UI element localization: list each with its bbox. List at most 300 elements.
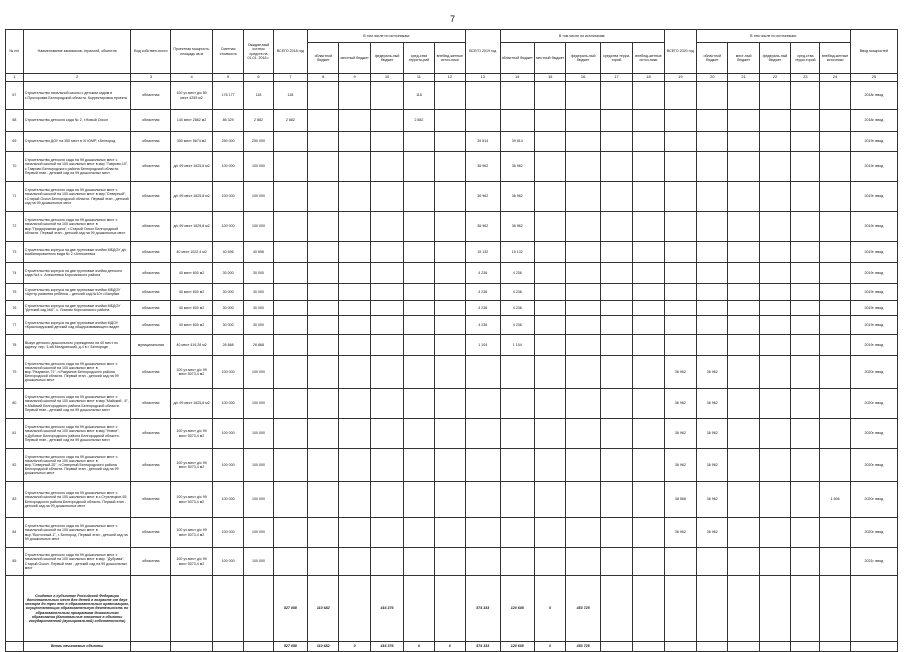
amount-cell xyxy=(434,482,465,518)
commission-year: 2018г. ввод xyxy=(850,110,897,132)
table-row xyxy=(6,284,898,301)
ownership: областная xyxy=(131,301,171,316)
amount-cell: 39 814 xyxy=(500,132,535,152)
estimated-cost: 100 000 xyxy=(212,152,243,182)
estimated-cost: 100 000 xyxy=(212,182,243,212)
amount-cell xyxy=(791,82,820,110)
amount-cell xyxy=(791,389,820,419)
remaining-funds: 100 000 xyxy=(244,182,273,212)
amount-cell xyxy=(633,356,664,389)
amount-cell xyxy=(308,242,339,263)
amount-cell xyxy=(728,263,759,284)
amount-cell xyxy=(728,576,759,642)
table-row xyxy=(6,518,898,548)
amount-cell xyxy=(820,518,850,548)
commission-year: 2019г. ввод xyxy=(850,132,897,152)
row-number: 79 xyxy=(6,356,24,389)
table-row xyxy=(6,389,898,419)
remaining-funds: 100 000 xyxy=(244,518,273,548)
row-number: 75 xyxy=(6,284,24,301)
amount-cell xyxy=(759,356,790,389)
amount-cell xyxy=(728,389,759,419)
amount-cell xyxy=(273,316,308,335)
ownership: областная xyxy=(131,419,171,449)
object-name: Строительство детского сада на 99 дошкольных мест с начальной школой на 100 школьных мест в мкр."Новое", п.Дубовое Белгородского района Белгородской области. Первый этап - детский сад на 99 дошкольных мест xyxy=(23,419,131,449)
amount-cell xyxy=(273,389,308,419)
amount-cell xyxy=(600,212,632,242)
amount-cell xyxy=(370,182,403,212)
estimated-cost: 100 000 xyxy=(212,419,243,449)
capacity: 350 мест 5674 м2 xyxy=(171,132,213,152)
ownership: областная xyxy=(131,356,171,389)
amount-cell xyxy=(791,301,820,316)
amount-cell xyxy=(466,82,501,110)
amount-cell xyxy=(600,316,632,335)
column-number: 20 xyxy=(697,74,728,82)
table-row xyxy=(6,132,898,152)
table-row xyxy=(6,301,898,316)
amount-cell xyxy=(535,212,566,242)
amount-cell xyxy=(308,335,339,356)
remaining-funds: 30 000 xyxy=(244,263,273,284)
amount-cell xyxy=(404,576,434,642)
amount-cell xyxy=(273,548,308,576)
amount-cell xyxy=(664,82,696,110)
amount-cell: 36 962 xyxy=(664,389,696,419)
amount-cell xyxy=(500,449,535,482)
capacity: 40 мест 1022,4 м2 xyxy=(171,242,213,263)
amount-cell xyxy=(339,110,370,132)
amount-cell xyxy=(566,284,601,301)
amount-cell: 120 608 xyxy=(500,576,535,642)
amount-cell: 36 962 xyxy=(466,212,501,242)
amount-cell xyxy=(728,242,759,263)
capacity: 100 уч.мест д/с 99 мест 5073,4 м2 xyxy=(171,356,213,389)
remaining-funds: 40 696 xyxy=(244,242,273,263)
amount-cell xyxy=(633,82,664,110)
amount-cell xyxy=(273,132,308,152)
amount-cell xyxy=(633,284,664,301)
amount-cell xyxy=(697,335,728,356)
object-name: Строительство корпуса на две групповые ячейки МБДОУ «Центр развития ребёнка – детский сад №10» г.Валуйки xyxy=(23,284,131,301)
amount-cell xyxy=(697,548,728,576)
ownership: областная xyxy=(131,182,171,212)
amount-cell: 36 962 xyxy=(664,419,696,449)
empty-cell xyxy=(6,576,24,642)
amount-cell xyxy=(566,82,601,110)
amount-cell xyxy=(370,482,403,518)
amount-cell xyxy=(404,482,434,518)
amount-cell xyxy=(664,182,696,212)
amount-cell xyxy=(535,242,566,263)
table-row xyxy=(6,548,898,576)
amount-cell xyxy=(791,132,820,152)
capacity: 100 уч.мест д/с 99 мест 5073,4 м2 xyxy=(171,548,213,576)
amount-cell xyxy=(535,518,566,548)
amount-cell xyxy=(535,449,566,482)
amount-cell xyxy=(566,182,601,212)
amount-cell: 36 962 xyxy=(466,182,501,212)
amount-cell xyxy=(273,284,308,301)
table-row xyxy=(6,482,898,518)
amount-cell xyxy=(820,110,850,132)
amount-cell xyxy=(535,152,566,182)
amount-cell xyxy=(434,548,465,576)
commission-year: 2020г. ввод xyxy=(850,518,897,548)
remaining-funds: 100 000 xyxy=(244,419,273,449)
object-name: Строительство корпуса на две групповые ячейки МБДОУ д/с комбинированного вида № 2 г.Алексеевка xyxy=(23,242,131,263)
table-row xyxy=(6,263,898,284)
amount-cell xyxy=(273,335,308,356)
amount-cell xyxy=(759,284,790,301)
amount-cell xyxy=(820,419,850,449)
amount-cell xyxy=(308,356,339,389)
column-number: 17 xyxy=(600,74,632,82)
header-src-2020: сред-ства терри-торий xyxy=(791,43,820,74)
amount-cell xyxy=(466,110,501,132)
amount-cell xyxy=(370,301,403,316)
amount-cell xyxy=(820,182,850,212)
row-number: 84 xyxy=(6,518,24,548)
amount-cell xyxy=(697,263,728,284)
amount-cell xyxy=(404,212,434,242)
amount-cell xyxy=(759,263,790,284)
amount-cell: 36 962 xyxy=(664,356,696,389)
capacity: 40 мест 600 м2 xyxy=(171,301,213,316)
object-name: Строительство корпуса на две групповые ячейки МДОУ «Красноярузский детский сад общеразвивающего вида» xyxy=(23,316,131,335)
remaining-funds: 30 000 xyxy=(244,284,273,301)
amount-cell xyxy=(404,548,434,576)
estimated-cost: 26 868 xyxy=(212,335,243,356)
amount-cell xyxy=(535,182,566,212)
header-remaining: Ожидае-мый остаток средств на 01.01. 2018 г. xyxy=(244,30,273,74)
amount-cell xyxy=(566,518,601,548)
amount-cell xyxy=(339,518,370,548)
header-cost: Сметная стоимость xyxy=(212,30,243,74)
amount-cell xyxy=(404,263,434,284)
amount-cell: 4 236 xyxy=(466,301,501,316)
empty-cell xyxy=(131,576,171,642)
commission-year: 2020г. ввод xyxy=(850,356,897,389)
header-src-2020: федераль-ный бюджет xyxy=(759,43,790,74)
summary-row xyxy=(6,576,898,642)
capacity: д/с 99 мест 1625,8 м2 xyxy=(171,182,213,212)
amount-cell: 4 236 xyxy=(500,316,535,335)
amount-cell xyxy=(633,449,664,482)
amount-cell: 36 962 xyxy=(500,182,535,212)
amount-cell xyxy=(566,548,601,576)
amount-cell xyxy=(820,576,850,642)
amount-cell xyxy=(633,548,664,576)
amount-cell xyxy=(434,152,465,182)
commission-year: 2018г. ввод xyxy=(850,82,897,110)
amount-cell xyxy=(308,419,339,449)
amount-cell xyxy=(566,242,601,263)
amount-cell xyxy=(600,389,632,419)
amount-cell xyxy=(404,389,434,419)
object-name: Строительство детского сада на 99 дошкольных мест с начальной школой на 100 школьных мест в мкр."Разумное-71", п.Разумное Белгородского района Белгородской области. Первый этап - детский сад на 99 дошкольных мест xyxy=(23,356,131,389)
amount-cell xyxy=(308,284,339,301)
capacity: 40 мест 600 м2 xyxy=(171,316,213,335)
amount-cell xyxy=(500,82,535,110)
estimated-cost: 100 000 xyxy=(212,356,243,389)
remaining-funds: 100 000 xyxy=(244,449,273,482)
amount-cell xyxy=(664,132,696,152)
amount-cell xyxy=(566,110,601,132)
amount-cell xyxy=(759,182,790,212)
amount-cell xyxy=(759,449,790,482)
header-total-2020: ВСЕГО 2020 год xyxy=(664,30,696,74)
amount-cell xyxy=(697,284,728,301)
amount-cell: 1 104 xyxy=(500,335,535,356)
amount-cell xyxy=(308,152,339,182)
amount-cell xyxy=(820,301,850,316)
amount-cell xyxy=(434,212,465,242)
amount-cell xyxy=(404,242,434,263)
amount-cell: 2 882 xyxy=(273,110,308,132)
row-number: 81 xyxy=(6,419,24,449)
amount-cell xyxy=(633,518,664,548)
amount-cell xyxy=(820,212,850,242)
amount-cell xyxy=(791,316,820,335)
amount-cell xyxy=(759,316,790,335)
table-row xyxy=(6,419,898,449)
amount-cell xyxy=(370,389,403,419)
empty-cell xyxy=(850,642,897,652)
ownership: областная xyxy=(131,82,171,110)
estimated-cost: 250 000 xyxy=(212,132,243,152)
amount-cell xyxy=(820,132,850,152)
object-name: Строительство ДОУ на 350 мест в XI ЮМР, г.Белгород xyxy=(23,132,131,152)
amount-cell: 416 376 xyxy=(370,576,403,642)
amount-cell: 39 814 xyxy=(466,132,501,152)
amount-cell xyxy=(697,316,728,335)
amount-cell xyxy=(404,419,434,449)
amount-cell: 36 962 xyxy=(697,482,728,518)
amount-cell xyxy=(404,132,434,152)
amount-cell xyxy=(664,212,696,242)
row-number: 82 xyxy=(6,449,24,482)
estimated-cost: 86 329 xyxy=(212,110,243,132)
column-number: 19 xyxy=(664,74,696,82)
remaining-funds: 30 000 xyxy=(244,301,273,316)
object-name: Строительство детского сада на 99 дошкольных мест с начальной школой на 100 школьных мест в мкр. "Дубрава", Старый Оскол. Первый этап - детский сад на 99 дошкольных мест xyxy=(23,548,131,576)
amount-cell xyxy=(434,110,465,132)
ownership: областная xyxy=(131,132,171,152)
capacity: 40 мест 419,28 м2 xyxy=(171,335,213,356)
amount-cell xyxy=(434,284,465,301)
amount-cell xyxy=(339,212,370,242)
estimated-cost: 100 000 xyxy=(212,449,243,482)
commission-year: 2019г. ввод xyxy=(850,316,897,335)
amount-cell xyxy=(759,642,790,652)
remaining-funds: 26 868 xyxy=(244,335,273,356)
amount-cell xyxy=(633,482,664,518)
remaining-funds: 2 882 xyxy=(244,110,273,132)
commission-year: 2019г. ввод xyxy=(850,301,897,316)
amount-cell xyxy=(370,316,403,335)
header-ownership: Вид собствен-ности xyxy=(131,30,171,74)
row-number: 73 xyxy=(6,242,24,263)
empty-cell xyxy=(6,642,24,652)
amount-cell xyxy=(600,263,632,284)
amount-cell xyxy=(759,212,790,242)
commission-year: 2019г. ввод xyxy=(850,284,897,301)
capacity: д/с 99 мест 1625,8 м2 xyxy=(171,389,213,419)
header-src-2018: федераль-ный бюджет xyxy=(370,43,403,74)
amount-cell xyxy=(664,152,696,182)
amount-cell xyxy=(308,389,339,419)
remaining-funds: 100 000 xyxy=(244,212,273,242)
ownership: областная xyxy=(131,449,171,482)
amount-cell xyxy=(566,263,601,284)
amount-cell: 36 962 xyxy=(664,518,696,548)
ownership: областная xyxy=(131,482,171,518)
amount-cell xyxy=(500,110,535,132)
amount-cell: 120 608 xyxy=(500,642,535,652)
amount-cell xyxy=(434,335,465,356)
commission-year: 2019г. ввод xyxy=(850,152,897,182)
amount-cell xyxy=(308,110,339,132)
amount-cell: 36 962 xyxy=(500,152,535,182)
capacity: 40 мест 600 м2 xyxy=(171,284,213,301)
amount-cell xyxy=(600,356,632,389)
amount-cell xyxy=(697,110,728,132)
table-row xyxy=(6,242,898,263)
amount-cell xyxy=(728,301,759,316)
header-src-2018: сред-ства террито-рий xyxy=(404,43,434,74)
amount-cell: 453 725 xyxy=(566,576,601,642)
amount-cell xyxy=(600,110,632,132)
amount-cell xyxy=(566,356,601,389)
estimated-cost: 40 696 xyxy=(212,242,243,263)
header-src-2020: мест-ный бюджет xyxy=(728,43,759,74)
amount-cell xyxy=(566,212,601,242)
header-src-2020: областной бюджет xyxy=(697,43,728,74)
object-name: Строительство начальной школы с детским садом в с.Прохоровка Белгородской области. Корректировка проекта xyxy=(23,82,131,110)
amount-cell xyxy=(633,419,664,449)
amount-cell: 0 xyxy=(434,642,465,652)
amount-cell xyxy=(697,82,728,110)
amount-cell xyxy=(535,263,566,284)
amount-cell xyxy=(500,518,535,548)
amount-cell: 36 962 xyxy=(697,419,728,449)
capacity: 100 уч.мест д/с 99 мест 5073,4 м2 xyxy=(171,518,213,548)
column-number: 14 xyxy=(500,74,535,82)
amount-cell: 4 236 xyxy=(466,316,501,335)
amount-cell xyxy=(759,482,790,518)
table-row xyxy=(6,449,898,482)
amount-cell: 36 962 xyxy=(500,212,535,242)
amount-cell xyxy=(339,356,370,389)
commission-year: 2019г. ввод xyxy=(850,242,897,263)
amount-cell xyxy=(791,482,820,518)
amount-cell: 0 xyxy=(339,642,370,652)
amount-cell xyxy=(791,212,820,242)
amount-cell xyxy=(434,263,465,284)
amount-cell xyxy=(535,419,566,449)
header-src-2018: внебюд-жетные источ-ники xyxy=(434,43,465,74)
amount-cell: 0 xyxy=(535,576,566,642)
ownership: областная xyxy=(131,389,171,419)
header-src-2020: внебюд-жетные источники xyxy=(820,43,850,74)
amount-cell xyxy=(566,316,601,335)
amount-cell xyxy=(728,356,759,389)
amount-cell xyxy=(466,419,501,449)
row-number: 80 xyxy=(6,389,24,419)
amount-cell xyxy=(339,152,370,182)
amount-cell xyxy=(633,182,664,212)
estimated-cost: 100 000 xyxy=(212,212,243,242)
object-name: Строительство детского сада на 99 дошкольных мест с начальной школой на 100 школьных мест в мкр."Северный-20", п.Северный Белгородского района Белгородской области. Первый этап - детский сад на 99 дошкольных мест xyxy=(23,449,131,482)
amount-cell: 4 236 xyxy=(466,284,501,301)
amount-cell xyxy=(633,642,664,652)
amount-cell xyxy=(697,576,728,642)
amount-cell xyxy=(820,152,850,182)
amount-cell xyxy=(500,482,535,518)
amount-cell xyxy=(759,110,790,132)
empty-cell xyxy=(244,642,273,652)
amount-cell: 2 882 xyxy=(404,110,434,132)
row-number: 83 xyxy=(6,482,24,518)
amount-cell xyxy=(633,110,664,132)
amount-cell xyxy=(664,642,696,652)
amount-cell xyxy=(728,110,759,132)
capacity: д/с 99 мест 1625,8 м2 xyxy=(171,152,213,182)
amount-cell xyxy=(370,110,403,132)
column-number: 3 xyxy=(131,74,171,82)
amount-cell xyxy=(308,449,339,482)
amount-cell xyxy=(728,449,759,482)
object-name: Строительство детского сада на 99 дошкольных мест с начальной школой на 100 школьных мест в мкр."Северный", г.Старый Оскол Белгородской области. Первый этап - детский сад на 99 дошкольных мест xyxy=(23,182,131,212)
header-no: № п/п xyxy=(6,30,24,74)
amount-cell xyxy=(600,301,632,316)
amount-cell xyxy=(633,212,664,242)
amount-cell: 36 962 xyxy=(697,449,728,482)
amount-cell xyxy=(500,356,535,389)
object-name: Строительство детского сада на 99 дошкольных мест с начальной школой на 100 школьных мест в мкр."Придорожная дача", г.Старый Оскол Белгородской области. Первый этап - детский сад на 99 дошкольных мест xyxy=(23,212,131,242)
ownership: областная xyxy=(131,242,171,263)
header-src-2018: областной бюджет xyxy=(308,43,339,74)
amount-cell xyxy=(535,335,566,356)
amount-cell xyxy=(308,482,339,518)
ownership: областная xyxy=(131,110,171,132)
amount-cell xyxy=(535,82,566,110)
row-number: 67 xyxy=(6,82,24,110)
remaining-funds: 100 000 xyxy=(244,548,273,576)
amount-cell xyxy=(600,548,632,576)
empty-cell xyxy=(212,576,243,642)
amount-cell xyxy=(339,316,370,335)
column-number: 2 xyxy=(23,74,131,82)
amount-cell xyxy=(791,576,820,642)
capacity: 100 уч.мест д/с 99 мест 5073,4 м2 xyxy=(171,419,213,449)
ownership: областная xyxy=(131,263,171,284)
amount-cell xyxy=(339,389,370,419)
column-number: 13 xyxy=(466,74,501,82)
amount-cell xyxy=(339,242,370,263)
amount-cell xyxy=(791,548,820,576)
page-number: 7 xyxy=(449,14,455,24)
amount-cell: 118 xyxy=(404,82,434,110)
amount-cell xyxy=(566,152,601,182)
amount-cell xyxy=(633,335,664,356)
remaining-funds: 250 000 xyxy=(244,132,273,152)
amount-cell xyxy=(791,419,820,449)
object-name: Строительство детского сада на 99 дошкольных мест с начальной школой на 100 школьных мест в мкр."Восточный-1", г. Белгород. Первый этап - детский сад на 99 дошкольных мест xyxy=(23,518,131,548)
amount-cell xyxy=(434,518,465,548)
amount-cell xyxy=(600,132,632,152)
